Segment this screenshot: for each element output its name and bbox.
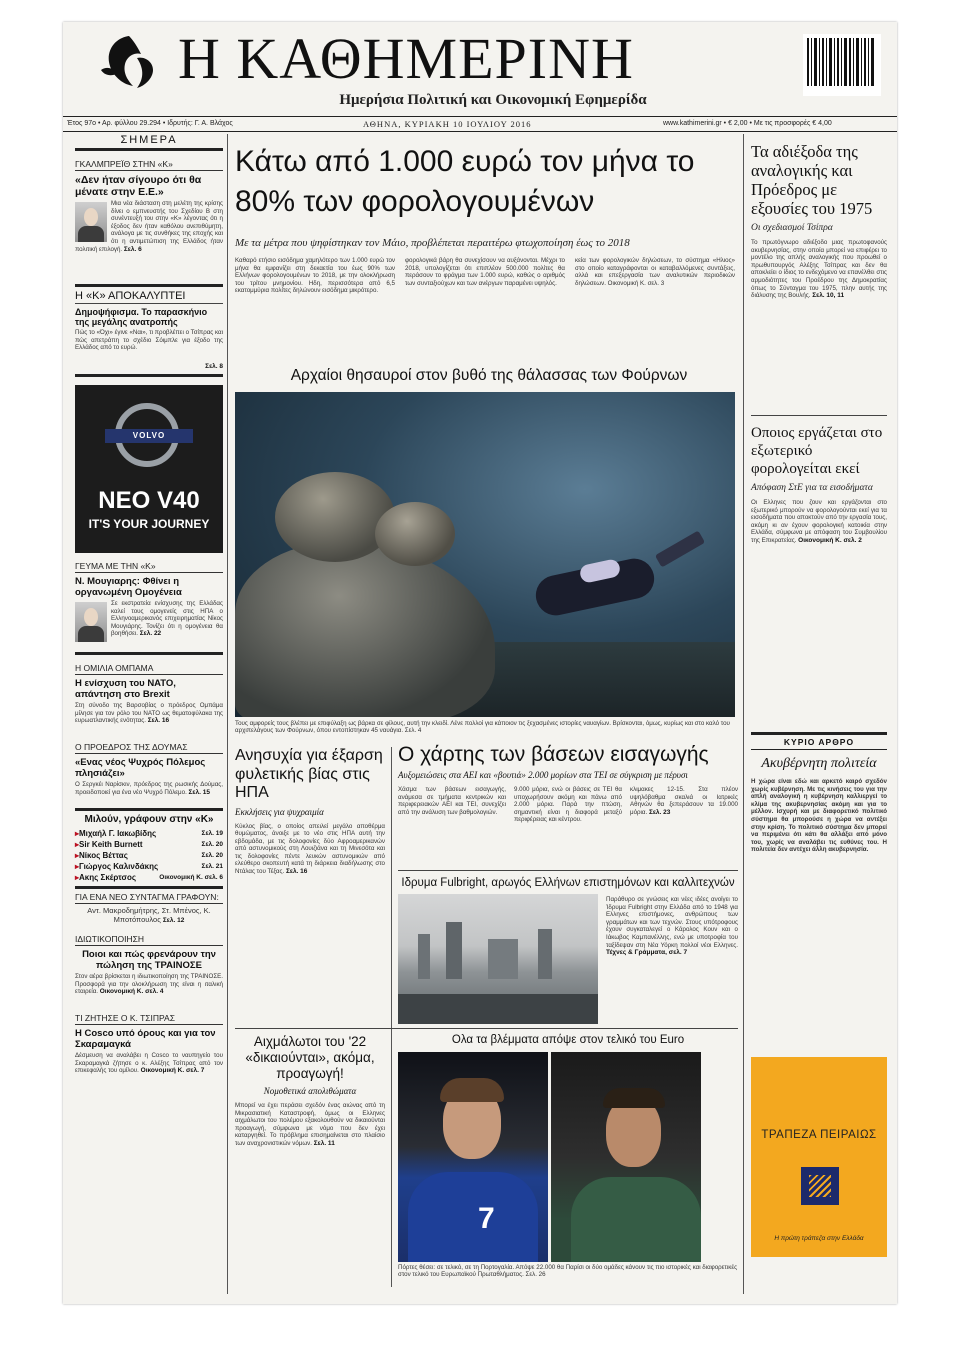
masthead-subtitle: Ημερήσια Πολιτική και Οικονομική Εφημερίδα bbox=[339, 92, 647, 108]
volvo-advertisement[interactable] bbox=[75, 385, 223, 553]
volvo-tagline: IT'S YOUR JOURNEY bbox=[88, 517, 210, 531]
barcode-icon bbox=[803, 34, 881, 96]
price-info: www.kathimerini.gr • € 2,00 • Με τις προσφορές € 4,00 bbox=[663, 120, 832, 127]
shirt-number: 7 bbox=[478, 1202, 495, 1235]
story-title[interactable]: Οποιος εργάζεται στο εξωτερικό φορολογείται εκεί bbox=[751, 425, 883, 477]
section-head: ΙΔΙΩΤΙΚΟΠΟΙΗΣΗ bbox=[75, 934, 223, 946]
story-title[interactable]: Η Cosco υπό όρους και για τον Σκαραμαγκά bbox=[75, 1028, 216, 1050]
section-head: Η ΟΜΙΛΙΑ ΟΜΠΑΜΑ bbox=[75, 663, 223, 675]
story-title[interactable]: Δημοψήφισμα. Το παρασκήνιο της μεγάλης ανατροπής bbox=[75, 307, 208, 327]
story-deck: Εκκλήσεις για ψυχραιμία bbox=[235, 806, 324, 817]
divider bbox=[398, 870, 738, 871]
story-text: Σε εκστρατεία ενίσχυσης της Ελλάδας καλεί τους ομογενείς στις ΗΠΑ ο Ελληνοαμερικανός επιχειρηματίας Νίκος Μουγιάρης. Τονίζει ότι η ομογένεια θα βοηθήσει. bbox=[111, 600, 223, 638]
photo-headline[interactable]: Αρχαίοι θησαυροί στον βυθό της θάλασσας των Φούρνων bbox=[290, 367, 688, 384]
lead-headline[interactable]: Κάτω από 1.000 ευρώ τον μήνα το 80% των φορολογουμένων bbox=[235, 145, 695, 218]
list-item[interactable]: ▸ Sir Keith Burnett Σελ. 20 bbox=[75, 839, 223, 850]
story-title[interactable]: Ν. Μουγιαρης: Φθίνει η οργανωμένη Ομογένεια bbox=[75, 576, 182, 598]
list-item[interactable]: ▸ Γιώργος Καλινδάκης Σελ. 21 bbox=[75, 861, 223, 872]
euro-caption: Πόρτες θέσει: σε τελικό, σε τη Πορτογαλία. Απόψε 22.000 θα Παρίσι οι δύο ομάδες κάνουν τις πιο ιστορικές και διαφορετικές στον τελικό του Ευρωπαϊκού Πρωταθλήματος. Σελ. 26 bbox=[398, 1264, 738, 1279]
lead-col-3: κεία των φορολογικών δηλώσεων, το σύστημα «Ηλιος» στο οποίο καταγράφονται οι καταβαλλόμενες συντάξεις, αλλά και επεξεργασία των αναλυτικών περιοδικών δηλώσεων. Οικονομική Κ. σελ. 3 bbox=[575, 257, 735, 287]
section-head: Η «Κ» ΑΠΟΚΑΛΥΠΤΕΙ bbox=[75, 290, 186, 302]
story-title[interactable]: Αιχμάλωτοι του '22 «δικαιούνται», ακόμα, προαγωγή! bbox=[245, 1034, 375, 1081]
fulbright-headline[interactable]: Ιδρυμα Fulbright, αρωγός Ελλήνων επιστημόνων και καλλιτεχνών bbox=[401, 877, 735, 889]
writers-title: Μιλούν, γράφουν στην «Κ» bbox=[84, 814, 214, 825]
page-ref[interactable]: Σελ. 11 bbox=[313, 1139, 335, 1147]
issue-info: Έτος 97ο • Αρ. φύλλου 29.294 • Ιδρυτής: Γ. Α. Βλάχος bbox=[67, 120, 233, 127]
university-map-story bbox=[398, 742, 738, 846]
story-text: κλιμακες 12-15. Στα πλέον υψηλόβαθμα σκαλιά οι Ιατρικές Αθηνών θα ξεπεράσουν τα 19.000 μόρια. bbox=[630, 786, 738, 816]
section-head: ΓΚΑΛΜΠΡΕΪΘ ΣΤΗΝ «Κ» bbox=[75, 159, 223, 171]
story-text: Μπορεί να έχει περάσει σχεδόν ένας αιώνας από τη Μικρασιατική Καταστροφή, όμως οι Ελληνες αιχμάλωτοι του πολέμου εξακολουθούν να δικαιούνται προαγωγή, σύμφωνα με νόμο που δεν έχει καταργηθεί. Το πρόβλημα επισημαίνεται στο πλαίσιο των αναχρονιστικών νόμων. bbox=[235, 1102, 385, 1147]
editorial-label: ΚΥΡΙΟ ΑΡΘΡΟ bbox=[751, 732, 887, 750]
new-york-skyline-photo bbox=[398, 894, 598, 1024]
section-head: ΓΙΑ ΕΝΑ ΝΕΟ ΣΥΝΤΑΓΜΑ ΓΡΑΦΟΥΝ: bbox=[75, 892, 223, 904]
bank-tagline: Η πρώτη τράπεζα στην Ελλάδα bbox=[774, 1235, 864, 1242]
newspaper-front-page bbox=[63, 22, 897, 1304]
story-title[interactable]: «Ενας νέος Ψυχρός Πόλεμος πλησιάζει» bbox=[75, 757, 206, 779]
story-deck: Απόφαση ΣτΕ για τα εισοδήματα bbox=[751, 483, 873, 493]
section-head: Ο ΠΡΟΕΔΡΟΣ ΤΗΣ ΔΟΥΜΑΣ bbox=[75, 742, 223, 754]
euro-headline[interactable]: Ολα τα βλέμματα απόψε στον τελικό του Euro bbox=[451, 1034, 685, 1046]
story-title[interactable]: Ποιοι και πώς φρενάρουν την πώληση της ΤΡΑΙΝΟΣΕ bbox=[82, 949, 216, 971]
right-column bbox=[751, 142, 887, 629]
story-text: Παράθυρο σε γνώσεις και νέες ιδέες ανοίγει το Ίδρυμα Fulbright στην Ελλάδα από το 1948 για Ελληνες επιστήμονες, ανθρώπους των γραμμάτων και των τεχνών. Στους υπότροφους έχουν συγκαταλεγεί ο Κάρολος Κουν και ο Ιάκωβος Καμπανέλλης, ενώ με υποτροφία του ταξίδεψαν στη Νέα Υόρκη πολλοί νέοι Ελληνες. bbox=[606, 896, 738, 949]
column-rule-right bbox=[743, 134, 744, 1294]
griezmann-photo bbox=[398, 1052, 548, 1262]
page-ref[interactable]: Σελ. 16 bbox=[147, 717, 170, 725]
page-ref[interactable]: Σελ. 12 bbox=[162, 917, 185, 924]
page-ref[interactable]: Οικονομική Κ. σελ. 2 bbox=[798, 536, 862, 544]
story-deck: Οι σχεδιασμοί Τσίπρα bbox=[751, 223, 833, 233]
story-deck: Αυξομειώσεις στα ΑΕΙ και «βουτιά» 2.000 μορίων στα ΤΕΙ σε σύγκριση με πέρυσι bbox=[398, 770, 688, 780]
date-strip bbox=[63, 116, 897, 132]
page-ref[interactable]: Σελ. 16 bbox=[285, 868, 308, 876]
masthead-title: Η ΚΑΘΗΜΕΡΙΝΗ bbox=[178, 26, 634, 91]
story-text: Αντ. Μακροδημήτρης, Στ. Μπένος, Κ. Μποτόπουλος bbox=[87, 906, 211, 924]
piraeus-bank-advertisement[interactable] bbox=[751, 1057, 887, 1257]
page-ref[interactable]: Οικονομική Κ. σελ. 4 bbox=[99, 988, 164, 996]
story-text: Κύκλος βίας, ο οποίος απειλεί μεγάλο αποθέρμα θυμώματος, άνοιξε με το νέο στις ΗΠΑ αυτή την εβδομάδα, με τις δολοφονίες δύο Αφροαμερικανών από αστυνομικούς στη Λουιζιάνα και τη Μινεσότα και τις δολοφονίες πέντε λευκών αστυνομικών από ελεύθερο σκοπευτή κατά τη διάρκεια διαδήλωσης στο Ντάλας του Τέξας. bbox=[235, 822, 385, 876]
story-title[interactable]: Η ενίσχυση του ΝΑΤΟ, απάντηση στο Brexit bbox=[75, 678, 176, 700]
story-text: 9.000 μόρια, ενώ οι βάσεις σε ΤΕΙ θα υποχωρήσουν ακόμη και πάνω από 2.000 μόρια. Παρά την πτώση, σημαντική είναι η διαφορά μεταξύ περιφέρειας και κέντρου. bbox=[514, 786, 622, 824]
editorial-text: Η χώρα είναι εδώ και αρκετό καιρό σχεδόν χωρίς κυβέρνηση. Με τις κινήσεις του για την απλή αναλογική η κυβέρνηση καλλιεργεί το κλίμα της ακυβερνησίας ακόμη και για το μέλλον. Ισχυρή και με διαφορετικό πολιτικό σύστημα θα μπορούσε η χώρα να αντέξει στην κρίση. Το πολιτικό σύστημα δεν μπορεί να περιμένει ότι κάτι θα αλλάξει από μόνο του, χωρίς να αναλάβει τις ευθύνες του. Η πολιτεία δεν αντέχει άλλη ακυβερνησία. bbox=[751, 778, 887, 854]
column-rule-left bbox=[227, 134, 228, 1294]
story-text: Στον αέρα βρίσκεται η ιδιωτικοποίηση της ΤΡΑΙΝΟΣΕ. Προσφορά για την ολοκλήρωση της είναι η ιταλική εταιρεία. bbox=[75, 973, 223, 996]
volvo-model: ΝΕΟ V40 bbox=[98, 487, 200, 514]
story-text: Πώς το «Όχι» έγινε «Ναι», τι προβλέπει ο Τσίπρας και πώς απετράπη το σχέδιο Σόιμπλε για έξοδο της Ελλάδος από το ευρώ. bbox=[75, 329, 223, 352]
story-text: Το πρωτόγνωρο αδιέξοδο μιας πρωτοφανούς ακυβερνησίας, στην οποία μπορεί να επιφέρει το μοντέλο της απλής αναλογικής που προωθεί ο πρωθυπουργός Αλέξης Τσίπρας και δεν θα αποκλείει ο ίδιος το ενδεχόμενο να επανέλθει στις αρμοδιότητες του Προέδρου της Δημοκρατίας όπως το Σύνταγμα του 1975, πλην αυτής της διάλυσης της Βουλής. bbox=[751, 239, 887, 300]
photo-caption: Τους αμφορείς τους βλέπει με επιφύλαξη ως βάρκα σε φίλους, αυτή την κλειδί. Λένε πολλοί για κάποιον τις ξεχασμένες ιστορίες ναυαγίων. Βρίσκονται, όμως, κυρίως και στο καλό του αρχιπελάγους των Φούρνων, όπου εντοπίστηκαν 45 ναυάγια. Σελ. 4 bbox=[235, 720, 730, 735]
divider bbox=[235, 1028, 738, 1029]
left-column bbox=[75, 134, 223, 1084]
story-text: Στη σύνοδο της Βαρσοβίας ο πρόεδρος Ομπάμα μίλησε για τον ρόλο του ΝΑΤΟ ως θεματοφύλακα της ευρωατλαντικής ενότητας. bbox=[75, 702, 223, 725]
page-ref[interactable]: Σελ. 22 bbox=[139, 630, 162, 638]
lead-body bbox=[235, 257, 735, 357]
list-item[interactable]: ▸ Νίκος Βέττας Σελ. 20 bbox=[75, 850, 223, 861]
story-title[interactable]: Ανησυχία για έξαρση φυλετικής βίας στις ΗΠΑ bbox=[235, 747, 383, 801]
list-item[interactable]: ▸ Μιχαήλ Γ. Ιακωβίδης Σελ. 19 bbox=[75, 828, 223, 839]
lead-deck: Με τα μέτρα που ψηφίστηκαν τον Μάιο, προβλέπεται περαιτέρω φτωχοποίηση έως το 2018 bbox=[235, 237, 630, 249]
story-text: Χάσμα των βάσεων εισαγωγής, ανάμεσα σε τμήματα κεντρικών και περιφερειακών ΑΕΙ και ΤΕΙ, συνεχίζει από την ανάλυση των βαθμολογιών. bbox=[398, 786, 506, 816]
underwater-photo bbox=[235, 392, 735, 717]
page-ref[interactable]: Οικονομική Κ. σελ. 7 bbox=[140, 1067, 205, 1075]
editorial-box bbox=[751, 732, 887, 988]
column-rule-middle bbox=[391, 747, 392, 1287]
editorial-title[interactable]: Ακυβέρνητη πολιτεία bbox=[761, 756, 877, 771]
list-item[interactable]: ▸ Ακης Σκέρτσος Οικονομική Κ. σελ. 6 bbox=[75, 872, 223, 883]
masthead-logo-emblem-icon bbox=[93, 30, 165, 94]
page-ref[interactable]: Σελ. 10, 11 bbox=[812, 292, 845, 300]
ronaldo-photo bbox=[551, 1052, 701, 1262]
story-text: Μια νέα διάσταση στη μελέτη της κρίσης δίνει ο εμπνευστής του Σχεδίου Β στη συνέντευξή του στην «Κ» λέγοντας ότι η έξοδος δεν ήταν καθόλου ανεπιθύμητη, ανάλογα με τις συνθήκες της εποχής και ότι η αντιμετώπιση της Ελλάδος ήταν πολιτική επιλογή. bbox=[75, 200, 223, 253]
story-title[interactable]: Ο χάρτης των βάσεων εισαγωγής bbox=[398, 743, 709, 766]
lead-col-1: Καθαρό ετήσιο εισόδημα χαμηλότερο των 1.000 ευρώ τον μήνα θα εμφανίζει στη δεκαετία του έως 90% των Ελλήνων φορολογουμένων το 2018, με την ολοκλήρωση του τρίτου μνημονίου. Ηδη, περισσότερα από 6,5 εκατομμύρια πολίτες δηλώνουν εισόδημα μικρότερο. bbox=[235, 257, 395, 295]
bank-logo-icon bbox=[801, 1167, 839, 1205]
story-title[interactable]: Τα αδιέξοδα της αναλογικής και Πρόεδρος με εξουσίες του 1975 bbox=[751, 142, 873, 218]
volvo-badge: VOLVO bbox=[105, 429, 193, 443]
page-ref[interactable]: Σελ. 23 bbox=[648, 808, 671, 816]
section-head: ΤΙ ΖΗΤΗΣΕ Ο Κ. ΤΣΙΠΡΑΣ bbox=[75, 1013, 223, 1025]
page-ref[interactable]: Τέχνες & Γράμματα, σελ. 7 bbox=[606, 949, 688, 957]
issue-date: ΑΘΗΝΑ, ΚΥΡΙΑΚΗ 10 ΙΟΥΛΙΟΥ 2016 bbox=[363, 119, 532, 129]
story-title[interactable]: «Δεν ήταν σίγουρο ότι θα μένατε στην Ε.Ε.» bbox=[75, 174, 202, 198]
page-ref[interactable]: Σελ. 6 bbox=[123, 245, 142, 253]
portrait-photo bbox=[75, 202, 107, 242]
race-violence-story bbox=[235, 747, 385, 983]
fulbright-text-block bbox=[606, 896, 738, 1021]
lead-col-2: φορολογικά βάρη θα συνεχίσουν να αυξάνονται. Μέχρι το 2018, υπολογίζεται ότι επιπλέον 500.000 πολίτες θα περάσουν το φράγμα των 1.000 ευρώ, καθώς ο αριθμός των συνταξιούχων και των ανέργων παραμένει υψηλός. bbox=[405, 257, 565, 287]
section-head: ΓΕΥΜΑ ΜΕ ΤΗΝ «Κ» bbox=[75, 561, 223, 573]
page-ref[interactable]: Σελ. 15 bbox=[188, 788, 210, 796]
section-today: ΣΗΜΕΡΑ bbox=[75, 134, 223, 151]
page-ref[interactable]: Σελ. 8 bbox=[205, 363, 223, 370]
story-text: Δέσμευση να αναλάβει η Cosco το ναυπηγείο του Σκαραμαγκά ζήτησε ο κ. Αλέξης Τσίπρας από τον επικεφαλής του ομίλου. bbox=[75, 1052, 223, 1075]
bank-name: ΤΡΑΠΕΖΑ ΠΕΙΡΑΙΩΣ bbox=[761, 1129, 877, 1141]
writers-list bbox=[75, 828, 223, 883]
story-text: Ο Σεργκέι Ναρίσκιν, πρόεδρος της ρωσικής Δούμας, προειδοποιεί για ένα νέο Ψυχρό Πόλεμο. bbox=[75, 781, 223, 796]
portrait-photo bbox=[75, 602, 107, 642]
story-deck: Νομοθετικά απολιθώματα bbox=[263, 1086, 357, 1096]
story-text: Οι Ελληνες που ζουν και εργάζονται στο εξωτερικό μπορούν να φορολογούνται εκεί για τα εισοδήματα που αποκτούν από την εργασία τους, ακόμη κι αν έχουν φορολογική κατοικία στην Ελλάδα, σύμφωνα με απόφαση του Συμβουλίου της Επικρατείας. bbox=[751, 499, 887, 544]
prisoners-story bbox=[235, 1034, 385, 1262]
